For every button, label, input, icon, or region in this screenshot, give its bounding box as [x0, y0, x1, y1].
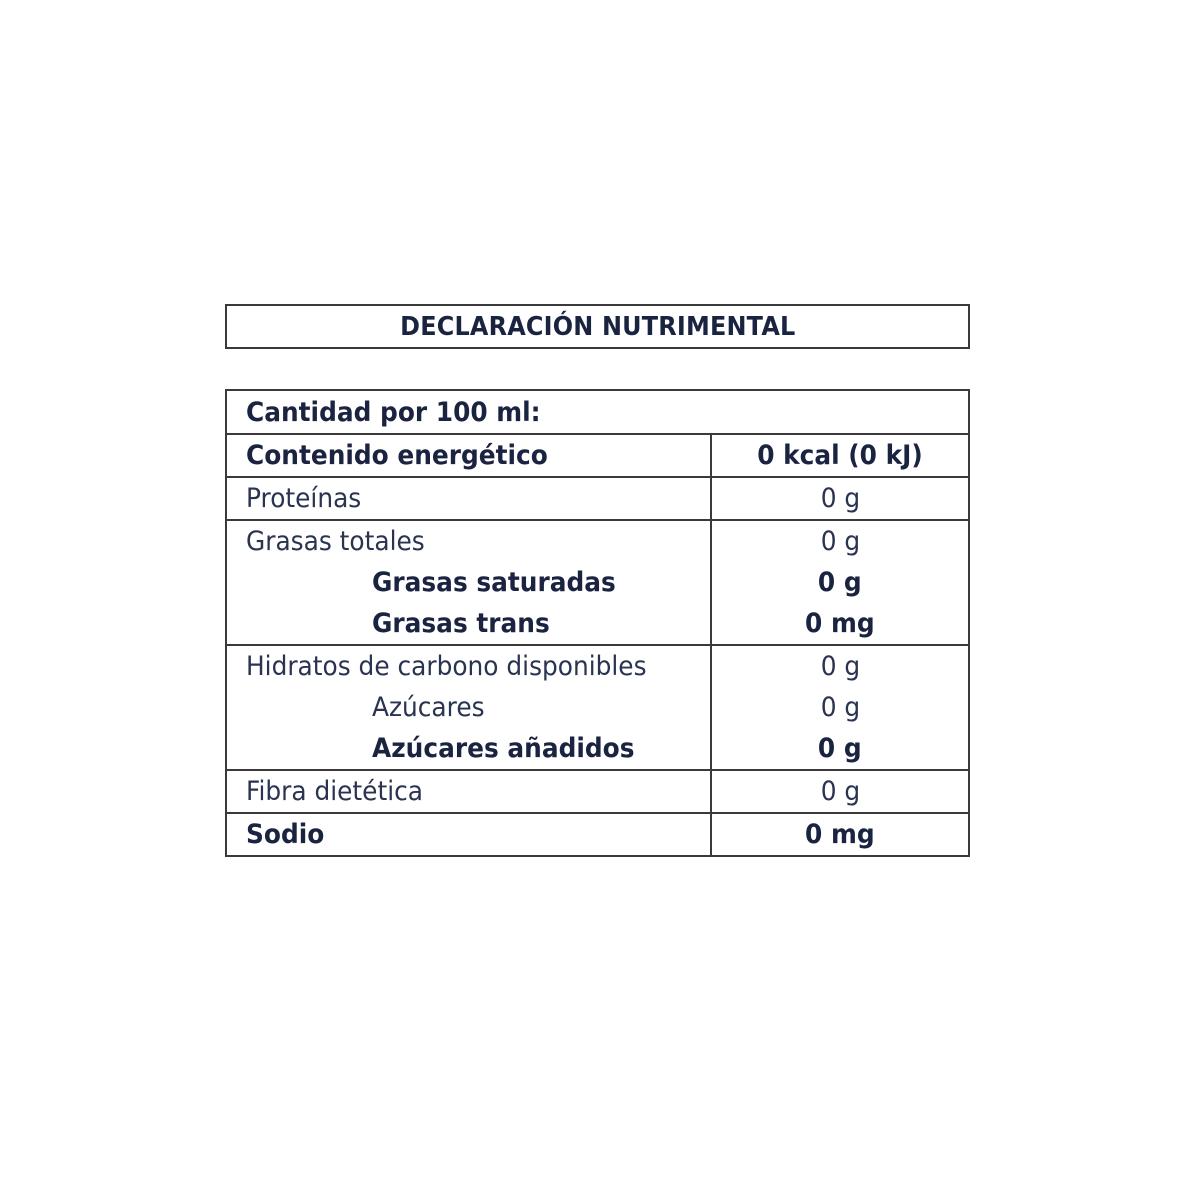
nutrient-value-cell	[712, 646, 968, 769]
nutrient-value: 0 g	[820, 483, 860, 514]
nutrient-label-cell	[227, 435, 712, 476]
nutrient-value: 0 mg	[805, 819, 875, 850]
table-row	[227, 644, 968, 769]
serving-row	[227, 389, 968, 433]
nutrient-value-cell	[712, 521, 968, 644]
nutrition-table	[225, 389, 970, 857]
nutrient-label: Azúcares	[372, 692, 485, 723]
nutrient-value-cell	[712, 435, 968, 476]
nutrient-label: Proteínas	[246, 483, 362, 514]
nutrient-value: 0 g	[818, 567, 862, 598]
nutrient-label: Grasas saturadas	[372, 567, 616, 598]
nutrient-label-cell	[227, 478, 712, 519]
serving-cell	[227, 391, 968, 433]
nutrient-value: 0 g	[820, 692, 860, 723]
title-box	[225, 304, 970, 349]
nutrient-label-cell	[227, 521, 712, 644]
nutrient-value: 0 g	[818, 733, 862, 764]
nutrient-value: 0 kcal (0 kJ)	[757, 440, 923, 471]
nutrient-label: Hidratos de carbono disponibles	[246, 651, 647, 682]
nutrient-value-cell	[712, 771, 968, 812]
nutrient-label-cell	[227, 646, 712, 769]
nutrient-label: Grasas trans	[372, 608, 550, 639]
nutrient-label: Azúcares añadidos	[372, 733, 635, 764]
nutrient-value-cell	[712, 478, 968, 519]
table-row	[227, 769, 968, 812]
table-row	[227, 476, 968, 519]
nutrient-label: Sodio	[246, 819, 325, 850]
serving-label: Cantidad por 100 ml:	[246, 396, 541, 428]
nutrient-label-cell	[227, 771, 712, 812]
nutrient-label: Grasas totales	[246, 526, 425, 557]
nutrient-value: 0 g	[820, 526, 860, 557]
page-title: DECLARACIÓN NUTRIMENTAL	[399, 311, 796, 342]
nutrient-value: 0 g	[820, 776, 860, 807]
nutrient-value: 0 mg	[805, 608, 875, 639]
nutrient-value: 0 g	[820, 651, 860, 682]
table-row	[227, 433, 968, 476]
nutrient-label-cell	[227, 814, 712, 855]
nutrient-rows	[227, 433, 968, 855]
nutrient-label: Fibra dietética	[246, 776, 423, 807]
table-row	[227, 519, 968, 644]
nutrient-value-cell	[712, 814, 968, 855]
table-row	[227, 812, 968, 855]
nutrient-label: Contenido energético	[246, 440, 548, 471]
